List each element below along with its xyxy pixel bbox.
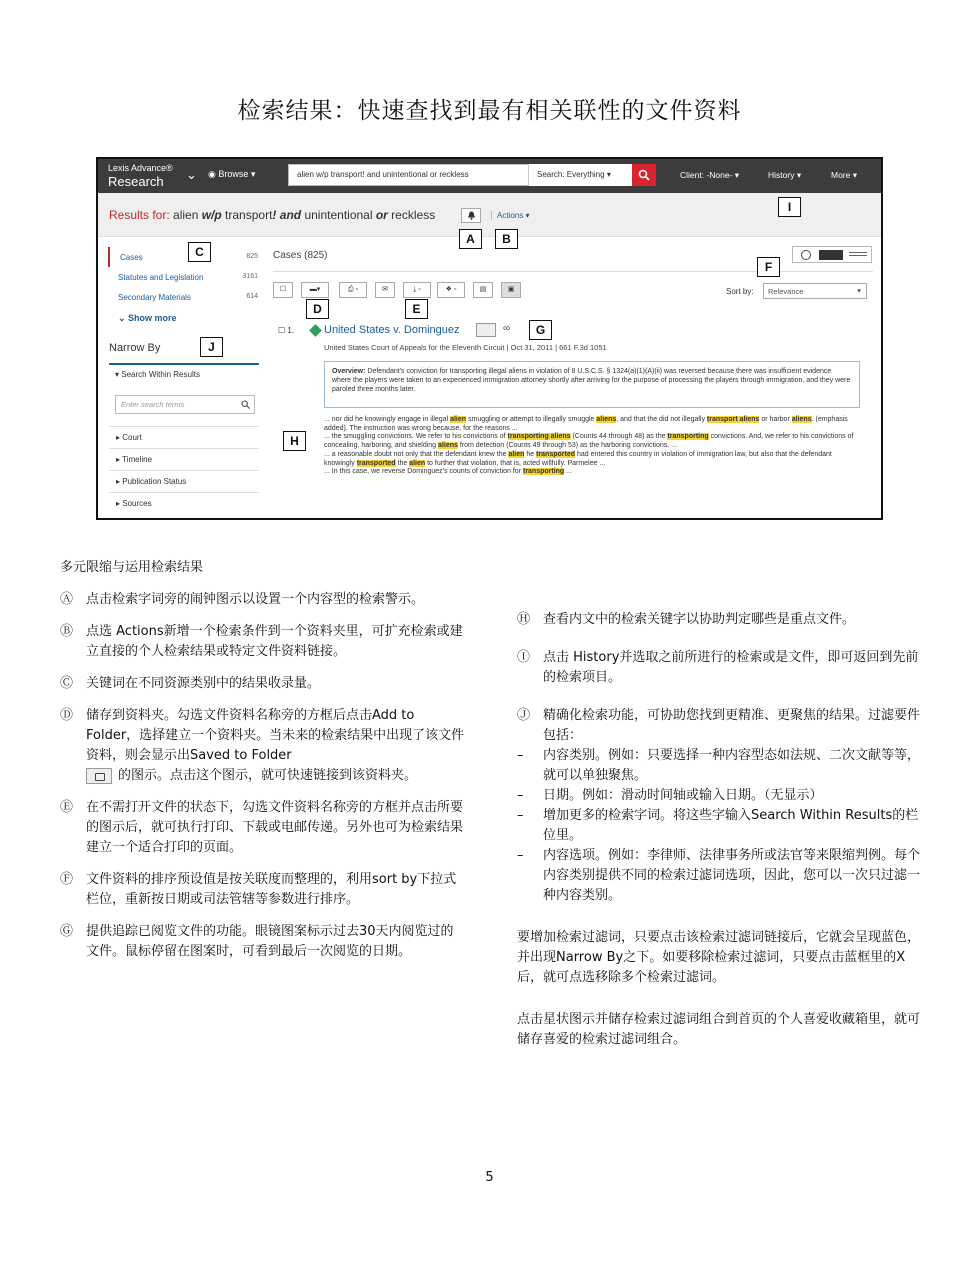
snippet-text: ... nor did he knowingly engage in illegal [324,416,451,423]
snippet-text: ... the smuggling convictions. We refer to his convictions of [324,433,508,441]
list-item [517,706,927,746]
callout-d: D [306,299,329,319]
item-text: 关键词在不同资源类别中的结果收录量。 [86,676,321,691]
folder-icon[interactable]: ▬▾ [301,282,329,298]
divider [273,271,873,272]
callout-e: E [405,299,428,319]
category-count: 614 [246,293,258,300]
compact-view-icon[interactable] [849,252,867,253]
item-text: 提供追踪已阅览文件的功能。眼镜图案标示过去30天内阅览过的文件。鼠标停留在图案时，可看到最后一次阅览的日期。 [86,924,454,959]
item-text: 在不需打开文件的状态下，勾选文件资料名称旁的方框并点击所要的图示后，就可执行打印、下载或电邮传递。另外也可为检索结果建立一个适合打印的页面。 [86,800,464,855]
dash-text: 增加更多的检索字词。将这些字输入Search Within Results的栏位里。 [543,808,919,843]
sort-select[interactable] [763,283,867,299]
item-marker: Ⓑ [60,624,74,639]
query-part: reckless [387,208,436,222]
search-icon [638,169,650,181]
query-part: or [375,208,388,222]
more-label: More [831,170,851,180]
category-label: Statutes and Legislation [118,273,204,282]
category-label: Secondary Materials [118,293,191,302]
highlighted-term: transporting [667,433,709,441]
search-input[interactable]: alien w/p transport! and unintentional or reckless [288,164,621,186]
filter-publication-status[interactable] [109,470,259,492]
list-item [60,674,465,694]
result-number: ☐ 1. [278,326,295,335]
section-title: 多元限缩与运用检索结果 [60,560,204,575]
category-count: 825 [246,253,258,260]
filter-label: Court [122,433,142,442]
detailed-view-icon[interactable] [819,250,843,260]
snippet-text: to further that violation, that is, acted willfully. Parmelee ... [425,459,606,467]
paragraph: 要增加检索过滤词，只要点击该检索过滤词链接后，它就会呈现蓝色，并出现Narrow By之下。如要移除检索过滤词，只要点击蓝框里的X后，就可点选移除多个检索过滤词。 [517,930,921,985]
list-item [517,648,927,688]
download-icon[interactable]: ⤓ ▫ [403,282,431,298]
category-count: 3161 [242,273,258,280]
globe-icon: ◉ [208,169,219,179]
dash-marker: – [517,848,524,863]
callout-g: G [529,320,552,340]
category-statutes[interactable] [108,267,258,287]
dash-item [517,806,927,846]
dash-item [517,846,927,906]
snippet [324,416,864,433]
copy-icon[interactable]: ▣ [501,282,521,298]
item-marker: Ⓖ [60,924,74,939]
search-within-label: Search Within Results [121,370,200,379]
results-label: Results for: [109,208,174,222]
snippet-text: had entered this country in violation of immigration law, but also that the defendant knowingly [324,450,832,467]
result-overview [324,361,860,408]
category-secondary[interactable] [108,287,258,307]
dash-text: 日期。例如：滑动时间轴或输入日期。（无显示） [543,788,823,803]
item-marker: Ⓓ [60,708,74,723]
actions-menu[interactable]: Actions ▾ [491,211,529,220]
cases-heading: Cases (825) [273,250,328,261]
caret-down-icon: ▾ [115,370,122,379]
top-nav-bar [98,159,881,193]
search-within-toggle[interactable] [115,370,200,379]
print-icon[interactable]: ⎙ ▫ [339,282,367,298]
caret-right-icon: ▸ [116,433,123,442]
history-label: History [768,170,795,180]
dash-item [517,746,927,786]
browse-label: Browse [218,169,249,179]
page-title: 检索结果：快速查找到最有相关联性的文件资料 [237,98,742,124]
overview-text: Defendant's conviction for transporting illegal aliens in violation of 8 U.S.C.S. § 1324(a)(1)(A)(ii) was reversed because there was insufficient evidence where the players were taken to an experienced immigration attorney shortly after arriving for the purpose of processing the players through immigration, and they were paroled three months later. [332,368,851,393]
sort-by-label: Sort by: [726,287,754,296]
right-column [517,610,927,1050]
highlighted-term: alien [508,450,525,458]
result-index: 1. [287,326,295,335]
result-title-link[interactable]: United States v. Dominguez [324,324,460,336]
item-marker: Ⓕ [60,872,74,887]
item-marker: Ⓒ [60,676,74,691]
highlighted-term: alien [409,459,426,467]
item-text: 点击检索字词旁的闹钟图示以设置一个内容型的检索警示。 [86,592,425,607]
left-column [60,590,465,974]
callout-a: A [459,229,482,249]
saved-folder-icon [86,768,112,784]
dash-marker: – [517,808,524,823]
query-part: transport [221,208,273,222]
actions-label: Actions [497,211,524,220]
document-icon[interactable]: ▤ [473,282,493,298]
bell-icon [467,211,476,220]
caret-down-icon: ▾ [857,286,861,295]
snippet-text: the [395,459,410,467]
highlighted-term: aliens [596,416,617,423]
dash-text: 内容类别。例如：只要选择一种内容型态如法规、二次文献等等，就可以单独聚焦。 [543,748,921,783]
item-text: 点击 History并选取之前所进行的检索或是文件，即可返回到先前的检索项目。 [543,650,919,685]
list-item [60,706,465,786]
browse-menu[interactable]: ◉ Browse ▾ [208,169,256,179]
lexis-screenshot [96,157,883,520]
highlighted-term: aliens [438,442,458,450]
highlighted-term: alien [450,416,467,423]
snippet [324,433,864,450]
query-part: and [279,208,302,222]
query-part: ! [272,208,280,222]
snippet-text: . (emphasis added). The instruction was wrong because, for the reasons ... [324,416,848,432]
view-toggle[interactable] [792,246,872,263]
chevron-down-icon: ⌄ [118,313,129,323]
highlighted-term: transporting aliens [507,433,571,441]
query-part: unintentional [301,208,376,222]
caret-right-icon: ▸ [116,455,123,464]
filter-label: Publication Status [122,477,187,486]
show-more-label: Show more [128,313,177,323]
caret-right-icon: ▸ [116,477,123,486]
email-icon[interactable]: ✉ [375,282,395,298]
item-text: 储存到资料夹。勾选文件资料名称旁的方框后点击Add to Folder，选择建立一个资料夹。当未来的检索结果中出现了该文件资料，则会显示出Saved to Folder [86,708,465,763]
more-menu[interactable]: More ▾ [831,170,858,180]
alert-button[interactable] [461,208,481,223]
list-item [60,870,465,910]
divider [109,363,259,365]
dash-marker: – [517,788,524,803]
saved-folder-icon[interactable] [476,323,496,337]
pie-chart-icon[interactable] [801,250,811,260]
highlighted-term: transport aliens [706,416,760,423]
list-item [517,610,927,630]
list-item [60,622,465,662]
query-part: alien [173,208,202,222]
snippet-text: smuggling or attempt to illegally smuggle [466,416,597,423]
snippet-text: he [524,450,537,458]
page-number: 5 [485,1170,494,1185]
snippet-text: , and that the did not illegally [616,416,707,423]
dash-item [517,786,927,806]
category-label: Cases [120,253,143,262]
caret-right-icon: ▸ [116,499,123,508]
list-item [60,590,465,610]
sort-value: Relevance [768,287,804,296]
item-marker: Ⓙ [517,708,531,723]
filter-sources[interactable] [109,492,259,514]
filter-timeline[interactable] [109,448,259,470]
brand-bottom: Research [108,174,164,189]
item-marker: Ⓗ [517,612,531,627]
brand-logo[interactable] [108,164,173,188]
filter-label: Timeline [122,455,153,464]
highlighted-term: transporting [522,468,565,476]
callout-i: I [778,197,801,217]
show-more-link[interactable] [108,307,258,327]
highlighted-term: aliens [791,416,812,423]
snippet-text: ... a reasonable doubt not only that the defendant knew the [324,450,509,458]
snippet-text: convictions. And, we refer to his convictions of concealing, harboring, and shielding [324,433,854,450]
history-menu[interactable]: History ▾ [768,170,802,180]
callout-c: C [188,242,211,262]
client-menu[interactable]: Client: -None- ▾ [680,170,740,180]
dropbox-icon[interactable]: ❖ ▫ [437,282,465,298]
search-scope-label: Search: Everything [537,170,605,179]
snippet [324,468,864,477]
search-scope-select[interactable]: Search: Everything ▾ [528,164,632,186]
shepard-signal-icon[interactable] [309,324,322,337]
client-label: Client: -None- [680,170,733,180]
paragraph: 点击星状图示并储存检索过滤词组合到首页的个人喜爱收藏箱里，就可储存喜爱的检索过滤词组合。 [517,1012,921,1047]
search-within-placeholder: Enter search terms [121,400,185,409]
search-within-input[interactable] [115,395,255,414]
filter-label: Sources [122,499,152,508]
glasses-icon[interactable]: ∞ [503,323,511,334]
narrow-by-heading: Narrow By [109,342,161,354]
highlighted-term: transported [356,459,396,467]
item-marker: Ⓔ [60,800,74,815]
snippet-text: (Counts 44 through 48) as the [570,433,668,441]
item-marker: Ⓐ [60,592,74,607]
chevron-down-icon[interactable]: ⌄ [186,167,197,182]
dash-marker: – [517,748,524,763]
filter-court[interactable] [109,426,259,448]
snippet-text: from detection (Counts 49 through 53) as the harboring convictions. ... [457,442,677,450]
results-query [109,208,435,222]
select-all-checkbox[interactable]: ☐ [273,282,293,298]
item-text: 点选 Actions新增一个检索条件到一个资料夹里，可扩充检索或建立直接的个人检索结果或特定文件资料链接。 [86,624,463,659]
list-item [60,922,465,962]
query-part: w/p [201,208,222,222]
callout-f: F [757,257,780,277]
overview-label: Overview: [332,368,366,375]
item-marker: Ⓘ [517,650,531,665]
category-cases[interactable] [108,247,258,267]
callout-j: J [200,337,223,357]
brand-top: Lexis Advance® [108,163,173,173]
item-text: 文件资料的排序预设值是按关联度而整理的，利用sort by下拉式栏位，重新按日期或司法管辖等参数进行排序。 [86,872,457,907]
result-meta: United States Court of Appeals for the Eleventh Circuit | Oct 31, 2011 | 661 F.3d 1051 [324,343,607,352]
item-text-cont: 的图示。点击这个图示，就可快速链接到该资料夹。 [118,768,418,783]
highlighted-term: transported [536,450,576,458]
callout-h: H [283,431,306,451]
snippet-text: ... In this case, we reverse Dominguez's counts of conviction for [324,468,523,476]
search-button[interactable] [632,164,656,186]
dash-text: 内容选项。例如：李律师、法律事务所或法官等来限缩判例。每个内容类别提供不同的检索过滤词选项，因此，您可以一次只过滤一种内容类别。 [543,848,921,903]
search-icon[interactable] [241,400,250,409]
callout-b: B [495,229,518,249]
snippet-text: ... [564,468,572,476]
list-item [60,798,465,858]
category-list [108,247,258,327]
item-text: 查看内文中的检索关键字以协助判定哪些是重点文件。 [543,612,856,627]
snippet [324,451,864,468]
results-header [98,193,881,237]
item-text: 精确化检索功能，可协助您找到更精准、更聚焦的结果。过滤要件包括： [543,708,921,743]
result-snippets [324,416,864,477]
snippet-text: or harbor [759,416,792,423]
